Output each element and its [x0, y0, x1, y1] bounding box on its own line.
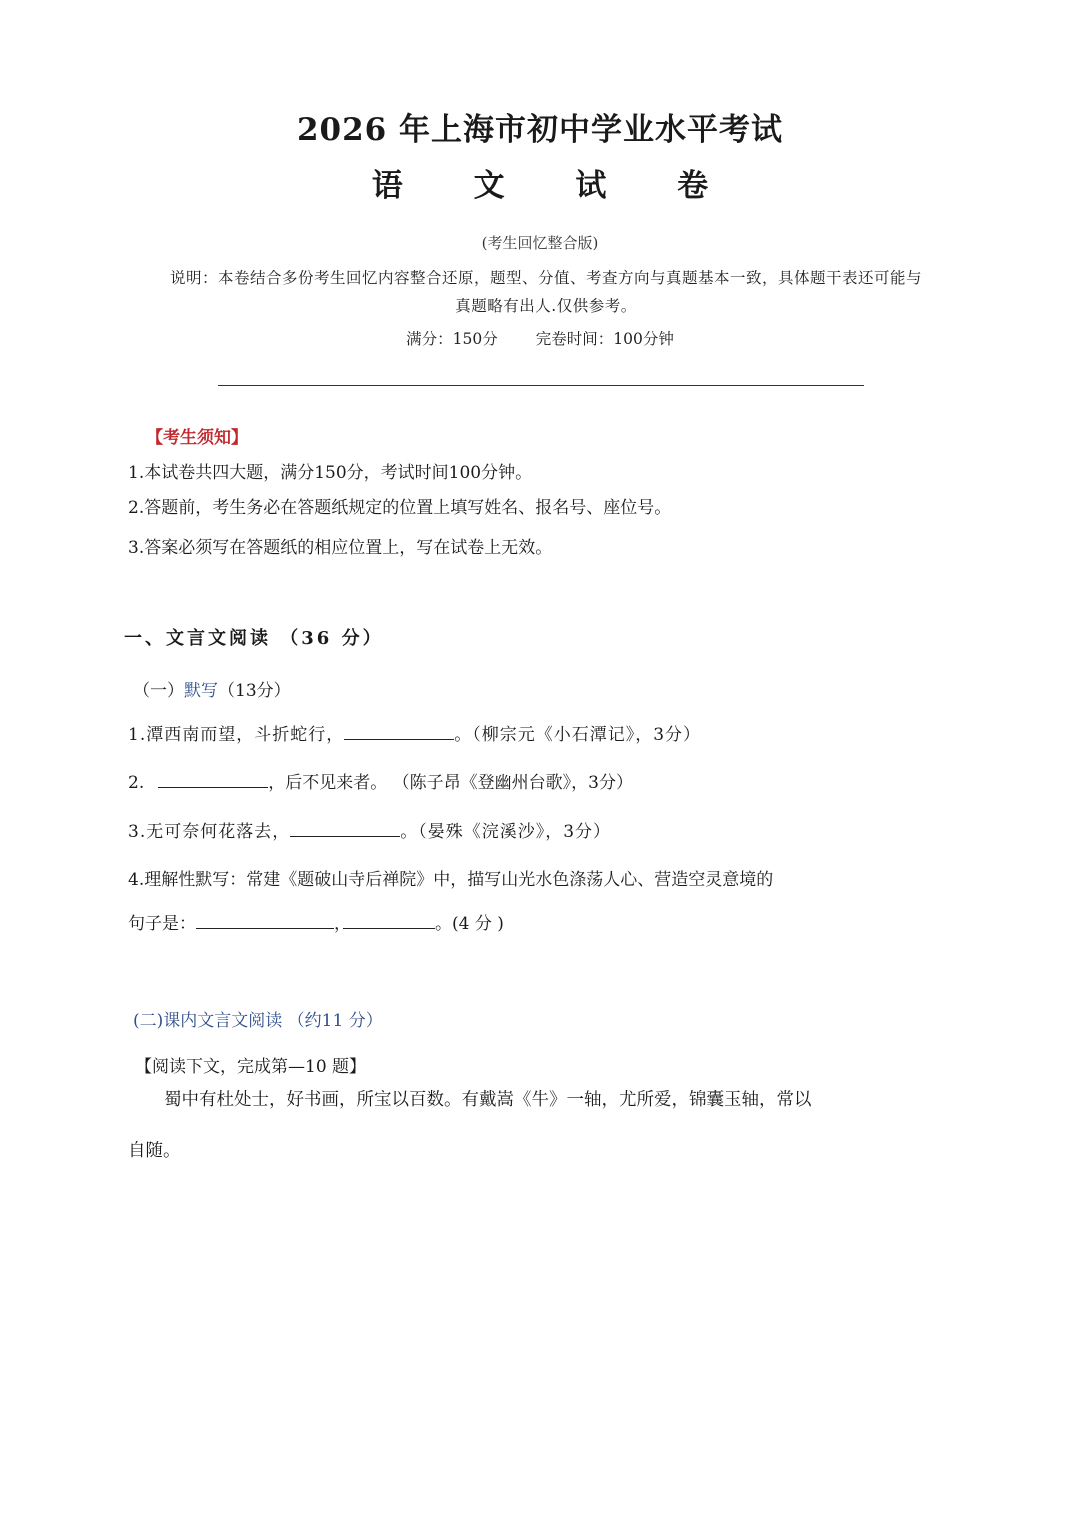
question-4-comma: ， [334, 914, 351, 934]
exam-subject-title: 语 文 试 卷 [371, 168, 739, 204]
question-4-line-1: 4.理解性默写：常建《题破山寺后禅院》中，描写山光水色涤荡人心、营造空灵意境的 [128, 870, 774, 890]
question-3-source: 。（晏殊《浣溪沙》，3分） [400, 822, 612, 842]
notice-item-1: 1.本试卷共四大题，满分150分，考试时间100分钟。 [128, 463, 533, 483]
question-1-blank [344, 721, 454, 740]
passage-line-2: 自随。 [128, 1141, 181, 1161]
question-4-blank-1 [196, 910, 334, 929]
question-3 [128, 817, 611, 842]
question-4-blank-2 [343, 910, 435, 929]
question-1 [128, 720, 701, 745]
edition-label: (考生回忆整合版) [481, 234, 599, 252]
question-4-score: 。(4 分 ) [435, 914, 504, 934]
part-1-score: （13分） [218, 681, 291, 701]
question-2-blank [158, 769, 268, 788]
part-1-heading [133, 676, 291, 701]
exam-meta [0, 327, 1080, 349]
question-3-blank [290, 818, 400, 837]
part-1-name: 默写 [184, 681, 218, 701]
note-line-2: 真题略有出人.仅供参考。 [455, 297, 637, 315]
header-divider [218, 385, 864, 386]
reading-instruction: 【阅读下文，完成第—10 题】 [135, 1057, 367, 1077]
part-1-prefix: （一） [133, 681, 184, 701]
question-3-text: 3.无可奈何花落去， [128, 822, 291, 842]
question-2-text: ，后不见来者。 （陈子昂《登幽州台歌》，3分） [268, 773, 633, 793]
notice-item-2: 2.答题前，考生务必在答题纸规定的位置上填写姓名、报名号、座位号。 [128, 498, 672, 518]
exam-time: 完卷时间：100分钟 [535, 330, 674, 348]
question-4-line-2 [128, 909, 504, 934]
question-1-text: 1.潭西南而望，斗折蛇行， [128, 725, 345, 745]
notice-heading: 【考生须知】 [146, 428, 248, 448]
question-1-source: 。（柳宗元《小石潭记》，3分） [454, 725, 702, 745]
notice-item-3: 3.答案必须写在答题纸的相应位置上，写在试卷上无效。 [128, 538, 553, 558]
part-2-heading: (二)课内文言文阅读 （约11 分） [133, 1011, 383, 1031]
question-4-prefix: 句子是： [128, 914, 196, 934]
question-2 [128, 768, 633, 793]
section-1-heading: 一、文言文阅读 （36 分） [124, 628, 384, 649]
exam-note [126, 264, 966, 320]
question-2-number: 2. [128, 773, 145, 793]
full-score: 满分：150分 [406, 330, 498, 348]
passage-line-1: 蜀中有杜处士，好书画，所宝以百数。有戴嵩《牛》一轴，尤所爱，锦囊玉轴，常以 [164, 1090, 812, 1110]
note-line-1: 说明：本卷结合多份考生回忆内容整合还原，题型、分值、考查方向与真题基本一致，具体题干表还可能与 [169, 269, 922, 287]
exam-title: 2026 年上海市初中学业水平考试 [296, 112, 784, 148]
